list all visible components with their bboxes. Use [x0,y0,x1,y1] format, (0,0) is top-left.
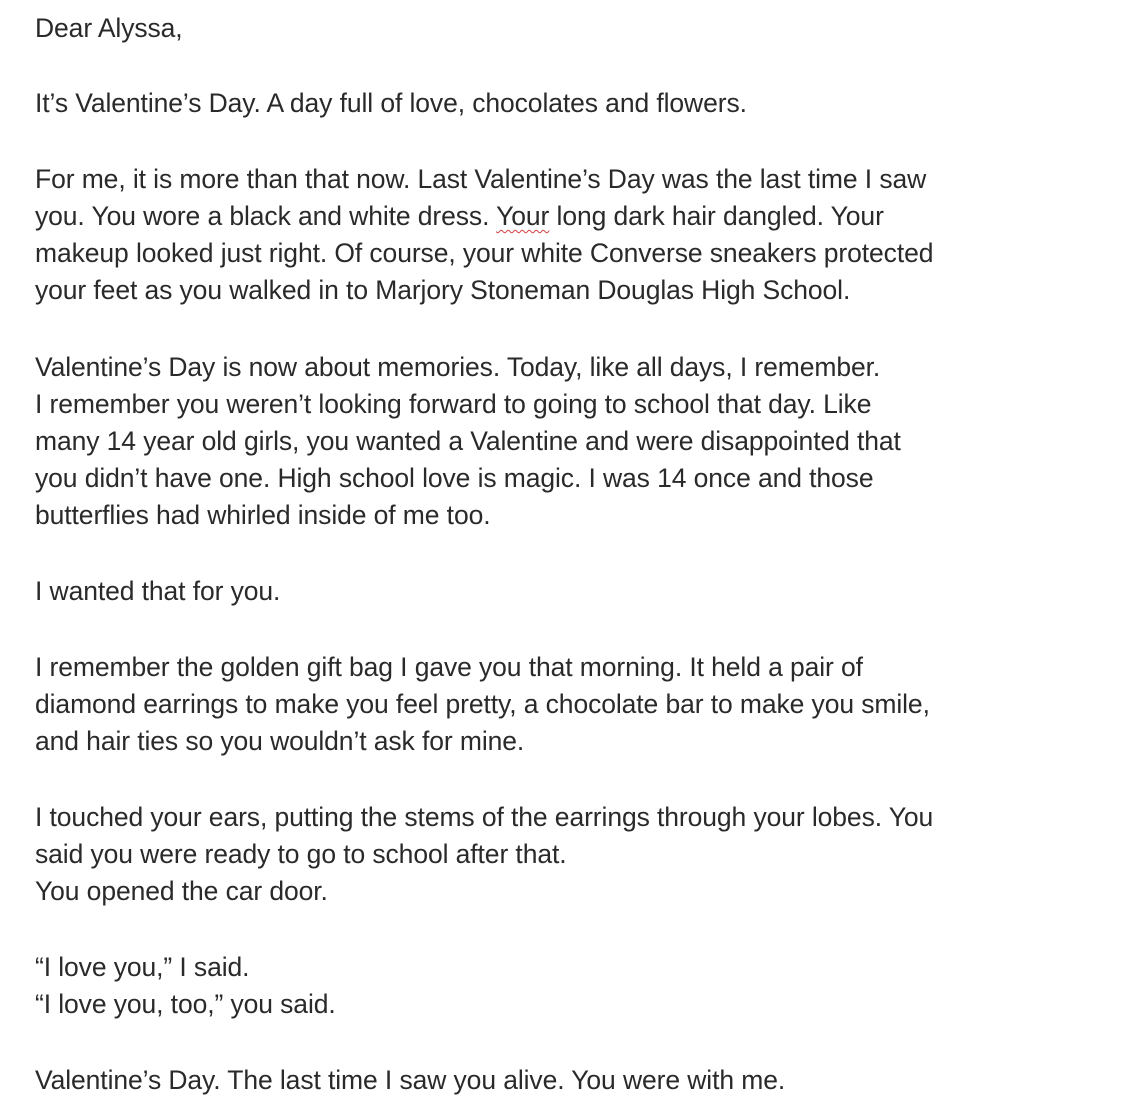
paragraph-3-line-5: butterflies had whirled inside of me too. [35,500,491,530]
paragraph-5-line-2: diamond earrings to make you feel pretty, a chocolate bar to make you smile, [35,689,930,719]
spellcheck-flagged-word[interactable]: Your [496,201,550,231]
letter-greeting: Dear Alyssa, [35,13,183,43]
paragraph-2-line-2-start: you. You wore a black and white dress. [35,201,497,231]
paragraph-6-line-1: I touched your ears, putting the stems of the earrings through your lobes. You [35,802,934,832]
paragraph-4-line-1: I wanted that for you. [35,576,281,606]
paragraph-2-line-4: your feet as you walked in to Marjory Stoneman Douglas High School. [35,275,851,305]
paragraph-3-line-1: Valentine’s Day is now about memories. Today, like all days, I remember. [35,352,881,382]
paragraph-5-line-1: I remember the golden gift bag I gave you that morning. It held a pair of [35,652,863,682]
paragraph-3-line-2: I remember you weren’t looking forward to going to school that day. Like [35,389,872,419]
paragraph-1-line-1: It’s Valentine’s Day. A day full of love, chocolates and flowers. [35,88,747,118]
paragraph-2-line-1: For me, it is more than that now. Last Valentine’s Day was the last time I saw [35,164,927,194]
paragraph-2-line-2-end: long dark hair dangled. Your [549,201,884,231]
paragraph-7-line-2: “I love you, too,” you said. [35,989,336,1019]
paragraph-2-line-3: makeup looked just right. Of course, your white Converse sneakers protected [35,238,934,268]
paragraph-6-line-3: You opened the car door. [35,876,328,906]
paragraph-6-line-2: said you were ready to go to school after that. [35,839,567,869]
paragraph-8-line-1: Valentine’s Day. The last time I saw you alive. You were with me. [35,1065,786,1095]
paragraph-3-line-3: many 14 year old girls, you wanted a Valentine and were disappointed that [35,426,901,456]
paragraph-7-line-1: “I love you,” I said. [35,952,250,982]
paragraph-5-line-3: and hair ties so you wouldn’t ask for mine. [35,726,525,756]
paragraph-2-line-2 [35,198,884,235]
paragraph-3-line-4: you didn’t have one. High school love is magic. I was 14 once and those [35,463,874,493]
